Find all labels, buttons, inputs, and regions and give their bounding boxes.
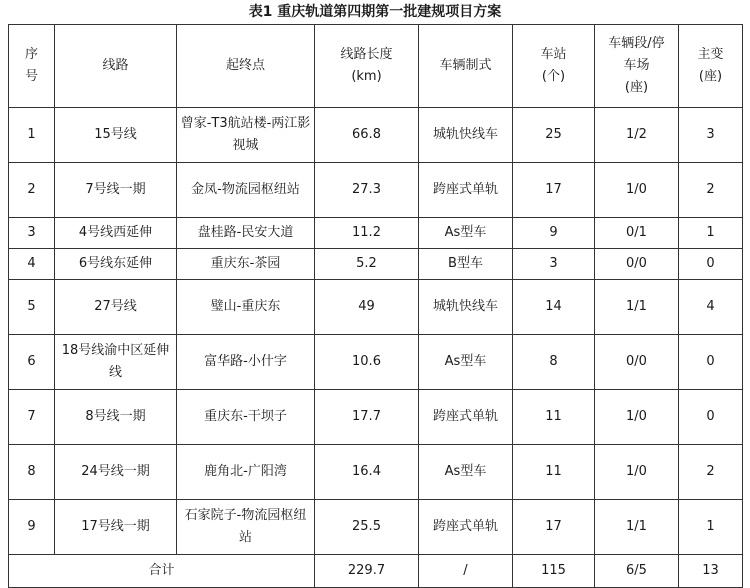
cell-vehicle: 城轨快线车: [419, 108, 513, 163]
table-caption: 表1 重庆轨道第四期第一批建规项目方案: [248, 4, 502, 20]
cell-endpoints: 璧山-重庆东: [177, 280, 315, 335]
cell-depots: 0/1: [595, 218, 679, 249]
cell-seq: 1: [9, 108, 55, 163]
header-vehicle: 车辆制式: [419, 25, 513, 108]
total-substations: 13: [679, 555, 743, 588]
cell-seq: 4: [9, 249, 55, 280]
total-vehicle: /: [419, 555, 513, 588]
cell-stations: 8: [513, 335, 595, 390]
cell-line: 7号线一期: [55, 163, 177, 218]
cell-line: 17号线一期: [55, 500, 177, 555]
table-row: [9, 280, 743, 335]
cell-seq: 6: [9, 335, 55, 390]
cell-stations: 11: [513, 390, 595, 445]
total-length: 229.7: [315, 555, 419, 588]
cell-substations: 1: [679, 218, 743, 249]
header-length: 线路长度 (km): [315, 25, 419, 108]
cell-stations: 17: [513, 500, 595, 555]
table-row: [9, 108, 743, 163]
cell-depots: 1/0: [595, 163, 679, 218]
cell-stations: 11: [513, 445, 595, 500]
cell-endpoints: 曾家-T3航站楼-两江影视城: [177, 108, 315, 163]
cell-line: 15号线: [55, 108, 177, 163]
cell-depots: 1/1: [595, 280, 679, 335]
cell-depots: 0/0: [595, 249, 679, 280]
cell-seq: 9: [9, 500, 55, 555]
table-row: [9, 163, 743, 218]
cell-line: 27号线: [55, 280, 177, 335]
cell-vehicle: As型车: [419, 218, 513, 249]
cell-vehicle: As型车: [419, 335, 513, 390]
cell-vehicle: 跨座式单轨: [419, 390, 513, 445]
header-seq: 序 号: [9, 25, 55, 108]
total-depots: 6/5: [595, 555, 679, 588]
cell-length: 27.3: [315, 163, 419, 218]
header-line: 线路: [55, 25, 177, 108]
cell-seq: 3: [9, 218, 55, 249]
cell-seq: 8: [9, 445, 55, 500]
cell-length: 66.8: [315, 108, 419, 163]
cell-stations: 14: [513, 280, 595, 335]
total-stations: 115: [513, 555, 595, 588]
cell-seq: 5: [9, 280, 55, 335]
cell-substations: 0: [679, 335, 743, 390]
cell-length: 16.4: [315, 445, 419, 500]
table-row: [9, 335, 743, 390]
cell-endpoints: 盘桂路-民安大道: [177, 218, 315, 249]
cell-endpoints: 重庆东-茶园: [177, 249, 315, 280]
cell-endpoints: 富华路-小什字: [177, 335, 315, 390]
table-row: [9, 500, 743, 555]
cell-substations: 2: [679, 163, 743, 218]
cell-line: 24号线一期: [55, 445, 177, 500]
cell-line: 6号线东延伸: [55, 249, 177, 280]
cell-length: 10.6: [315, 335, 419, 390]
cell-length: 49: [315, 280, 419, 335]
cell-line: 8号线一期: [55, 390, 177, 445]
cell-length: 5.2: [315, 249, 419, 280]
cell-depots: 1/0: [595, 390, 679, 445]
cell-length: 25.5: [315, 500, 419, 555]
header-depots: 车辆段/停 车场 (座): [595, 25, 679, 108]
cell-vehicle: As型车: [419, 445, 513, 500]
cell-stations: 17: [513, 163, 595, 218]
cell-line: 4号线西延伸: [55, 218, 177, 249]
cell-stations: 9: [513, 218, 595, 249]
table-row: [9, 390, 743, 445]
cell-vehicle: B型车: [419, 249, 513, 280]
cell-vehicle: 城轨快线车: [419, 280, 513, 335]
cell-endpoints: 金凤-物流园枢纽站: [177, 163, 315, 218]
cell-endpoints: 重庆东-干坝子: [177, 390, 315, 445]
cell-length: 11.2: [315, 218, 419, 249]
cell-substations: 0: [679, 390, 743, 445]
cell-substations: 4: [679, 280, 743, 335]
cell-endpoints: 鹿角北-广阳湾: [177, 445, 315, 500]
cell-substations: 0: [679, 249, 743, 280]
cell-endpoints: 石家院子-物流园枢纽站: [177, 500, 315, 555]
header-row: [9, 25, 743, 108]
cell-length: 17.7: [315, 390, 419, 445]
table-row: [9, 249, 743, 280]
table-row: [9, 445, 743, 500]
cell-depots: 1/0: [595, 445, 679, 500]
cell-depots: 0/0: [595, 335, 679, 390]
total-label: 合计: [9, 555, 315, 588]
cell-stations: 3: [513, 249, 595, 280]
cell-substations: 1: [679, 500, 743, 555]
table-row: [9, 218, 743, 249]
project-table: [8, 24, 743, 588]
cell-vehicle: 跨座式单轨: [419, 163, 513, 218]
cell-line: 18号线渝中区延伸线: [55, 335, 177, 390]
cell-substations: 2: [679, 445, 743, 500]
cell-stations: 25: [513, 108, 595, 163]
cell-seq: 2: [9, 163, 55, 218]
cell-depots: 1/1: [595, 500, 679, 555]
header-endpoints: 起终点: [177, 25, 315, 108]
cell-vehicle: 跨座式单轨: [419, 500, 513, 555]
cell-depots: 1/2: [595, 108, 679, 163]
header-substations: 主变 (座): [679, 25, 743, 108]
cell-seq: 7: [9, 390, 55, 445]
cell-substations: 3: [679, 108, 743, 163]
header-stations: 车站 (个): [513, 25, 595, 108]
